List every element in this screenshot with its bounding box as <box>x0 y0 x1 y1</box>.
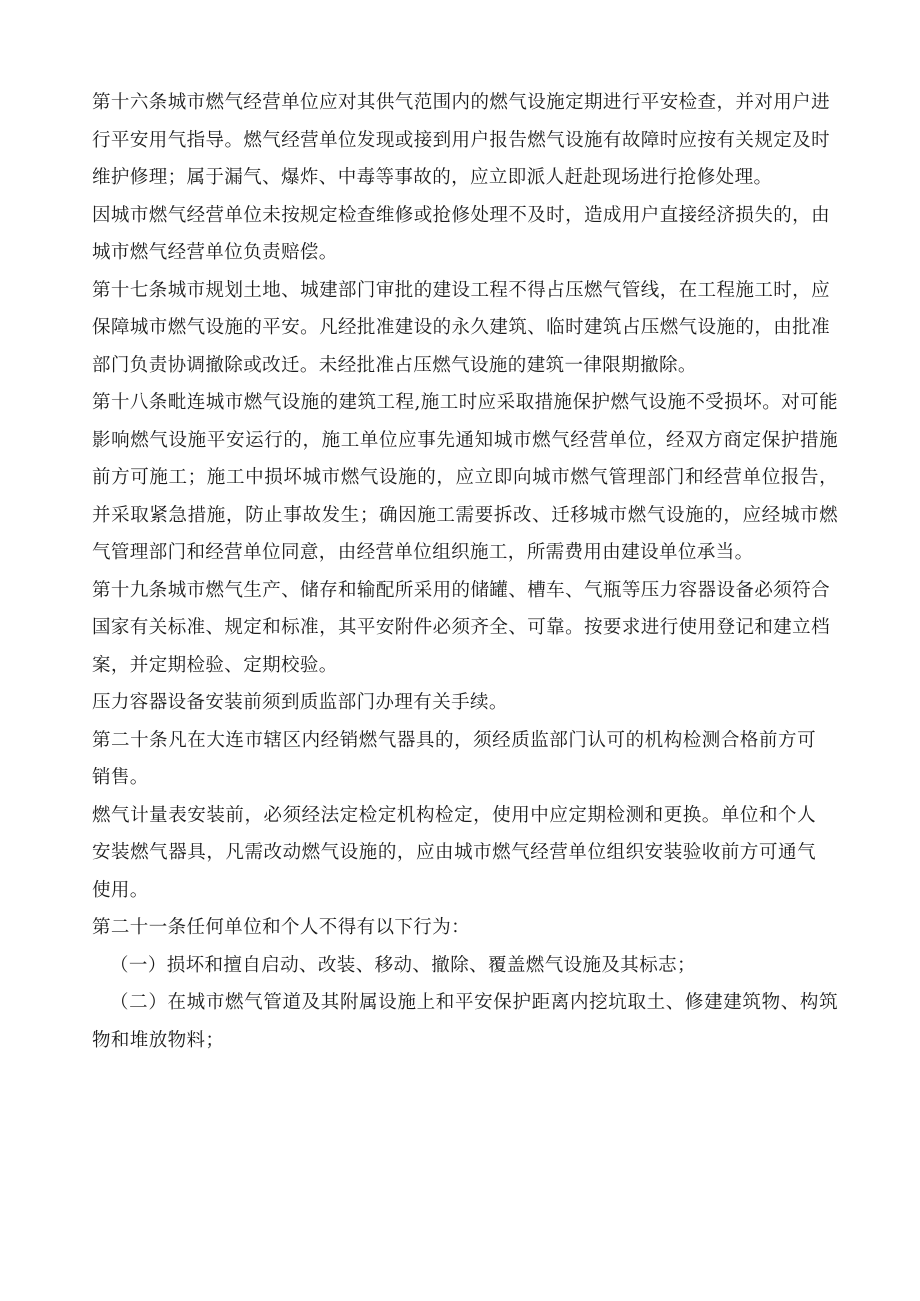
paragraph-article-17: 第十七条城市规划土地、城建部门审批的建设工程不得占压燃气管线，在工程施工时，应保障城市燃气设施的平安。凡经批准建设的永久建筑、临时建筑占压燃气设施的，由批准部门负责协调撤除或改迁。未经批准占压燃气设施的建筑一律限期撤除。 <box>92 279 830 376</box>
paragraph-article-16-liability: 因城市燃气经营单位未按规定检查维修或抢修处理不及时，造成用户直接经济损失的，由城市燃气经营单位负责赔偿。 <box>92 204 830 263</box>
paragraph-article-20: 第二十条凡在大连市辖区内经销燃气器具的，须经质监部门认可的机构检测合格前方可销售。 <box>92 729 816 788</box>
paragraph-article-16: 第十六条城市燃气经营单位应对其供气范围内的燃气设施定期进行平安检查，并对用户进行平安用气指导。燃气经营单位发现或接到用户报告燃气设施有故障时应按有关规定及时维护修理；属于漏气、爆炸、中毒等事故的，应立即派人赶赴现场进行抢修处理。 <box>92 92 830 188</box>
paragraph-article-18: 第十八条毗连城市燃气设施的建筑工程,施工时应采取措施保护燃气设施不受损坏。对可能影响燃气设施平安运行的，施工单位应事先通知城市燃气经营单位，经双方商定保护措施前方可施工；施工中损坏城市燃气设施的，应立即向城市燃气管理部门和经营单位报告，并采取紧急措施，防止事故发生；确因施工需要拆改、迁移城市燃气设施的，应经城市燃气管理部门和经营单位同意，由经营单位组织施工，所需费用由建设单位承当。 <box>92 392 838 563</box>
paragraph-article-19-procedure: 压力容器设备安装前须到质监部门办理有关手续。 <box>92 692 508 713</box>
list-item-article-21-2: （二）在城市燃气管道及其附属设施上和平安保护距离内挖坑取土、修建建筑物、构筑物和堆放物料； <box>92 992 838 1051</box>
paragraph-article-21: 第二十一条任何单位和个人不得有以下行为： <box>92 917 471 938</box>
list-item-article-21-1: （一）损坏和擅自启动、改装、移动、撤除、覆盖燃气设施及其标志； <box>110 954 696 976</box>
paragraph-article-19: 第十九条城市燃气生产、储存和输配所采用的储罐、槽车、气瓶等压力容器设备必须符合国家有关标准、规定和标准，其平安附件必须齐全、可靠。按要求进行使用登记和建立档案，并定期检验、定期校验。 <box>92 579 830 676</box>
paragraph-article-20-meters: 燃气计量表安装前，必须经法定检定机构检定，使用中应定期检测和更换。单位和个人安装燃气器具，凡需改动燃气设施的，应由城市燃气经营单位组织安装验收前方可通气使用。 <box>92 804 816 901</box>
document-body <box>92 84 838 1059</box>
